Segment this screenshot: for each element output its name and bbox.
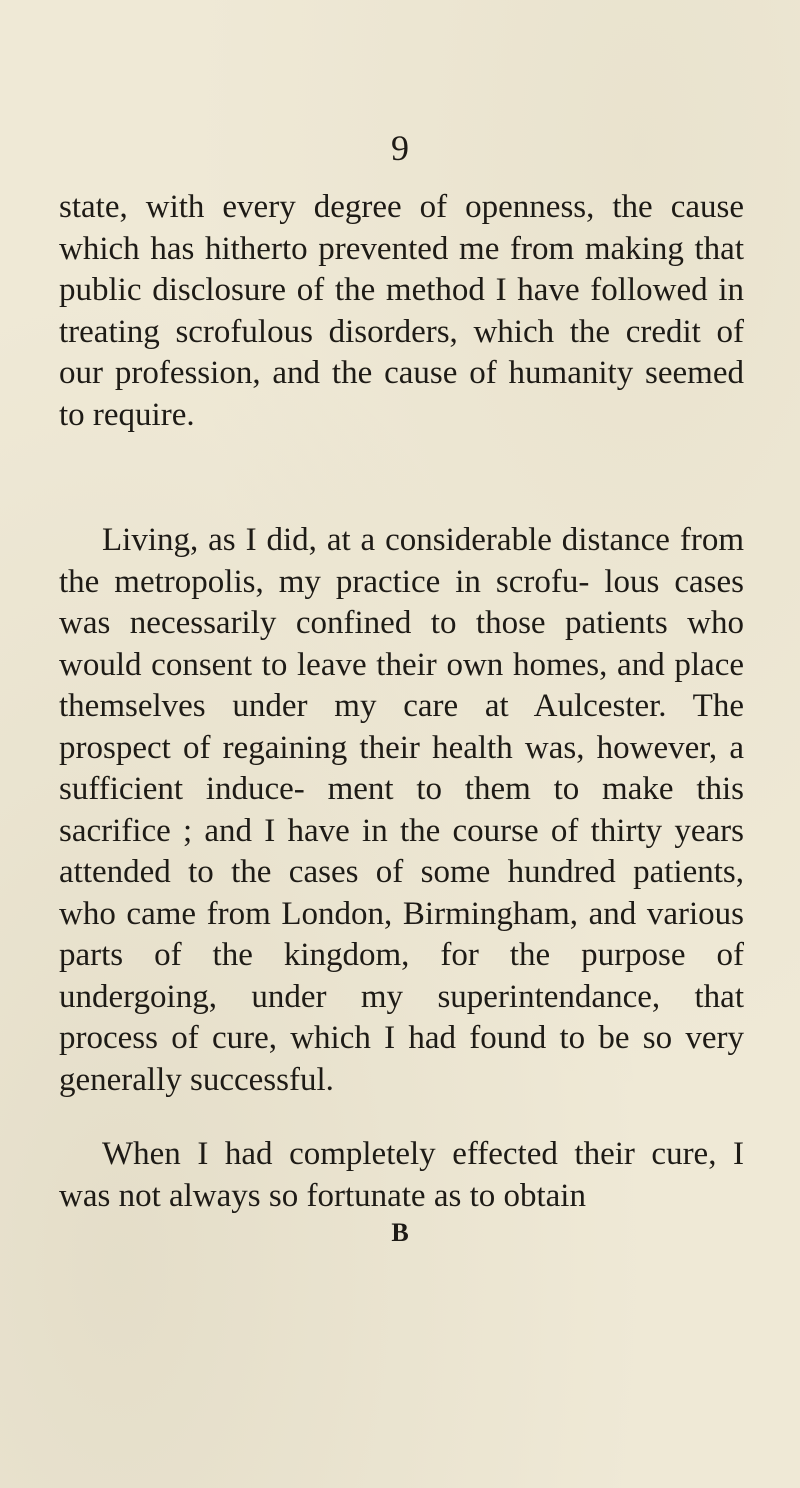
paragraph-continuation: state, with every degree of openness, the cause which has hitherto prevented me from making that public disclosure of the method I have followed in treating scrofulous disorders, which the credit of our profession, and the cause of humanity seemed to require. — [59, 189, 744, 433]
signature-mark: B — [391, 1218, 409, 1247]
page-number: 9 — [391, 128, 409, 168]
paragraph-when: When I had completely effected their cure, I was not always so fortunate as to obtain — [59, 1136, 744, 1214]
paragraph-living: Living, as I did, at a considerable distance from the metropolis, my practice in scrofu- lous cases was necessarily confined to those patients who would consent to leave their own homes, and place themselves under my care at Aulcester. The prospect of regaining their health was, however, a sufficient induce- ment to them to make this sacrifice ; and I have in the course of thirty years attended to the cases of some hundred patients, who came from London, Birmingham, and various parts of the kingdom, for the purpose of undergoing, under my superintendance, that process of cure, which I had found to be so very generally successful. — [59, 522, 744, 1098]
